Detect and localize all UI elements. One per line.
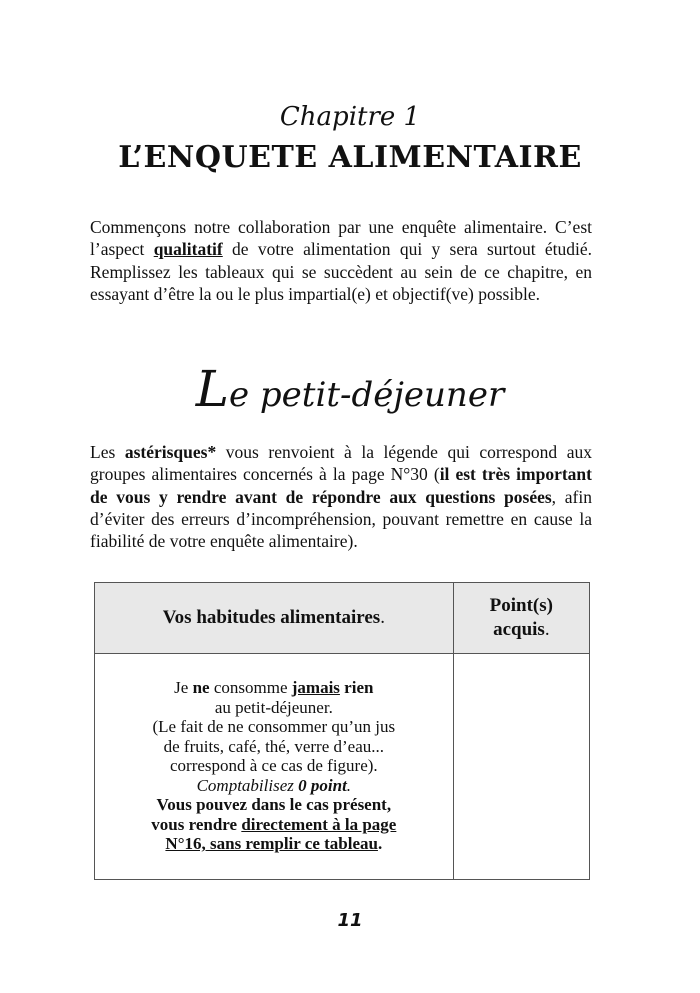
habit-description-cell — [95, 654, 454, 880]
habit-line-1 — [96, 678, 452, 698]
habit-text: consomme — [209, 678, 292, 697]
instruction-link-text: N°16, sans remplir ce tableau — [165, 834, 378, 853]
intro-paragraph — [90, 216, 592, 305]
table-row — [95, 654, 590, 880]
header-points-period: . — [544, 619, 550, 640]
section-title — [0, 360, 700, 418]
legend-text-1: Les — [90, 442, 125, 462]
header-points-line2: acquis — [493, 619, 545, 640]
habit-bold-rien: rien — [344, 678, 374, 697]
section-title-initial: L — [195, 360, 229, 418]
legend-important: il est très important de vous y rendre avant de répondre aux questions posées — [90, 464, 592, 507]
legend-text-2: vous renvoient à la légende qui correspond aux groupes alimentaires concernés à la page N°30 ( — [90, 442, 592, 485]
legend-asterisks: astérisques* — [124, 442, 217, 462]
points-cell[interactable] — [453, 654, 589, 880]
header-points — [453, 583, 589, 654]
habit-bold-jamais: jamais — [291, 678, 340, 697]
instruction-link-text: directement à la page — [241, 814, 397, 834]
habit-bold-ne: ne — [192, 678, 210, 697]
header-points-line1: Point(s) — [489, 595, 553, 616]
section-title-rest: e petit-déjeuner — [228, 375, 505, 415]
points-count-value: 0 point — [298, 775, 347, 795]
food-habits-table — [94, 582, 590, 880]
instruction-text: vous rendre — [151, 814, 242, 834]
instruction-line-1: Vous pouvez dans le cas présent, — [156, 795, 392, 814]
header-food-habits-label: Vos habitudes alimentaires — [162, 607, 381, 628]
points-count-line — [96, 776, 452, 796]
points-count-text: Comptabilisez — [196, 775, 299, 795]
legend-paragraph — [90, 441, 592, 552]
habit-line-5: correspond à ce cas de figure). — [169, 756, 378, 775]
habit-line-2: au petit-déjeuner. — [214, 697, 333, 717]
instruction-end: . — [377, 834, 383, 853]
habit-text: Je — [174, 678, 193, 697]
habit-line-3: (Le fait de ne consommer qu’un jus — [152, 717, 396, 736]
header-food-habits — [95, 583, 454, 654]
intro-text-2: de votre alimentation qui y sera surtout étudié. Remplissez les tableaux qui se succèdent au sein de ce chapitre, en essayant d’être la ou le plus impartial(e) et objectif(ve) possible. — [90, 239, 592, 304]
page-number: 11 — [337, 910, 363, 931]
legend-text-3: , afin d’éviter des erreurs d’incompréhension, pouvant remettre en cause la fiabilité de votre enquête alimentaire). — [90, 486, 592, 552]
instruction-line-2 — [96, 815, 452, 835]
chapter-label: Chapitre 1 — [279, 102, 421, 132]
points-count-end: . — [346, 775, 352, 795]
intro-emphasis: qualitatif — [153, 239, 223, 260]
intro-text-1: Commençons notre collaboration par une enquête alimentaire. C’est l’aspect — [90, 217, 592, 260]
instruction-line-3 — [96, 834, 452, 854]
habit-line-4: de fruits, café, thé, verre d’eau... — [163, 736, 385, 756]
chapter-title: L’ENQUETE ALIMENTAIRE — [118, 140, 582, 175]
header-food-habits-period: . — [380, 607, 385, 628]
table-header-row — [95, 583, 590, 654]
